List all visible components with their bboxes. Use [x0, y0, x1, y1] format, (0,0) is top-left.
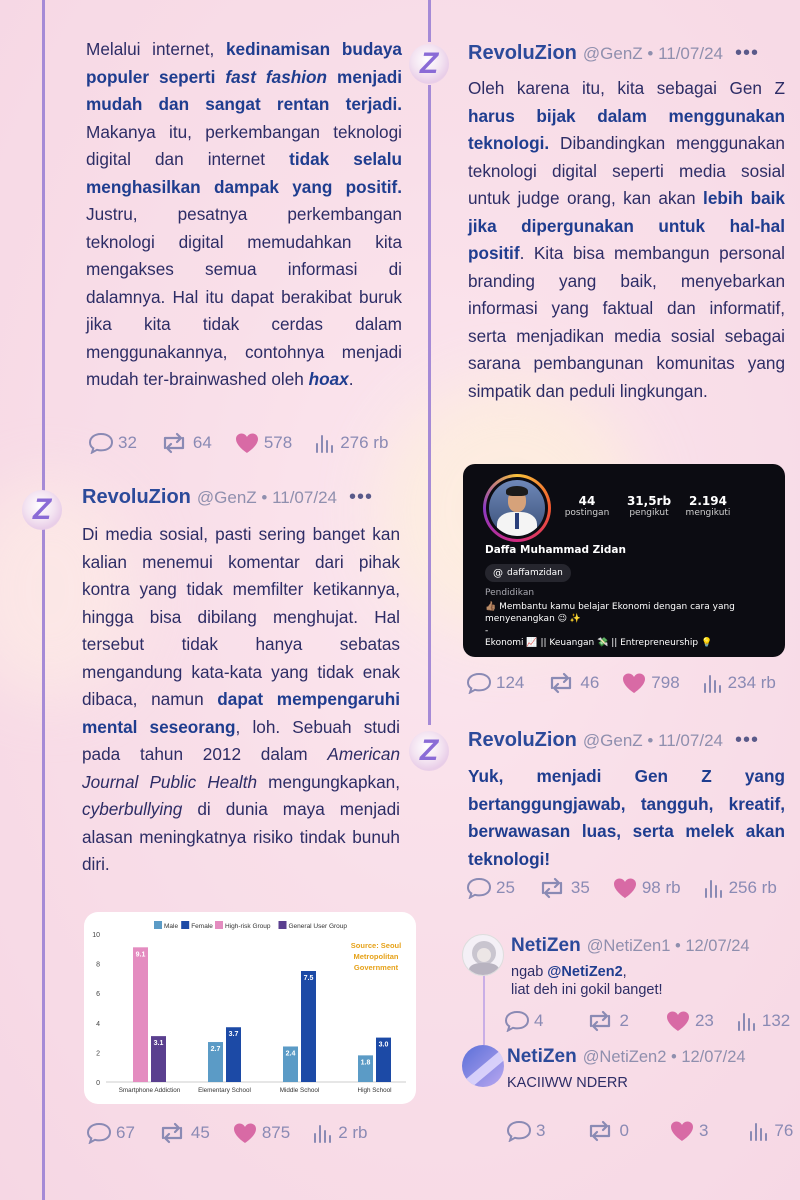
- handle-date: @GenZ • 11/07/24: [582, 730, 723, 750]
- post-1-text: Melalui internet, kedinamisan budaya populer seperti fast fashion menjadi mudah dan sangat rentan terjadi. Makanya itu, perkembangan teknologi digital dan internet tidak selalu menghasilkan dampak yang positif. Justru, pesatnya perkembangan teknologi digital memudahkan kita mengakses semua informasi di dalamnya. Hal itu dapat berakibat buruk jika kita tidak cerdas dalam menggunakannya, contohnya menjadi mudah ter-brainwashed oleh hoax.: [86, 39, 402, 389]
- reply-1-stats: [504, 1010, 800, 1032]
- username[interactable]: RevoluZion: [82, 486, 191, 508]
- comment-icon: [88, 432, 114, 454]
- views-icon: [314, 432, 336, 454]
- thread-line-right-top: [428, 0, 431, 42]
- repost-icon: [537, 877, 567, 899]
- netizen1-avatar[interactable]: [462, 934, 504, 976]
- legend-swatch: [154, 921, 162, 929]
- like-button[interactable]: 98 rb: [612, 877, 681, 899]
- post-1-stats: [88, 432, 410, 454]
- repost-button[interactable]: 46: [546, 672, 599, 694]
- repost-icon: [157, 1122, 187, 1144]
- reply-button[interactable]: 32: [88, 432, 137, 454]
- repost-icon: [585, 1010, 615, 1032]
- more-options-icon[interactable]: •••: [734, 729, 759, 751]
- views-stat: 76: [748, 1120, 793, 1142]
- bar-value-label: 3.1: [153, 1040, 164, 1048]
- post-1: [86, 36, 402, 394]
- thread-line-left: [42, 0, 45, 1200]
- heart-icon: [621, 672, 647, 694]
- y-tick-label: 4: [96, 1020, 100, 1028]
- post-2: [82, 486, 412, 509]
- bar-value-label: 7.5: [303, 975, 314, 982]
- legend-swatch: [181, 921, 189, 929]
- revoluzion-avatar[interactable]: Z: [409, 44, 449, 84]
- views-icon: [702, 672, 724, 694]
- y-tick-label: 6: [96, 991, 100, 999]
- profile-bio: 👍🏽 Membantu kamu belajar Ekonomi dengan cara yang menyenangkan 😉 ✨ - Ekonomi 📈 || Keuangan 💸 || Entrepreneurship 💡: [485, 602, 735, 648]
- following-count[interactable]: 2.194 mengikuti: [685, 494, 731, 518]
- reply-1-text: ngab @NetiZen2, liat deh ini gokil banget!: [511, 964, 663, 998]
- username[interactable]: NetiZen: [511, 935, 581, 956]
- repost-icon: [159, 432, 189, 454]
- repost-button[interactable]: 35: [537, 877, 590, 899]
- username[interactable]: RevoluZion: [468, 42, 577, 64]
- views-stat: 234 rb: [702, 672, 776, 694]
- bar-value-label: 3.0: [378, 1041, 389, 1049]
- profile-category: Pendidikan: [485, 588, 535, 598]
- repost-button[interactable]: 64: [159, 432, 212, 454]
- more-options-icon[interactable]: •••: [348, 486, 373, 508]
- profile-avatar-ring: [483, 474, 551, 542]
- post-4-body: [468, 763, 785, 873]
- reply-button[interactable]: 67: [86, 1122, 135, 1144]
- comment-icon: [506, 1120, 532, 1142]
- reply-button[interactable]: 25: [466, 877, 515, 899]
- comment-icon: [466, 877, 492, 899]
- reply-button[interactable]: 4: [504, 1010, 543, 1032]
- repost-button[interactable]: 0: [585, 1120, 628, 1142]
- views-stat: 276 rb: [314, 432, 388, 454]
- heart-icon: [665, 1010, 691, 1032]
- y-tick-label: 10: [92, 932, 100, 939]
- reply-2-stats: [506, 1120, 800, 1142]
- heart-icon: [612, 877, 638, 899]
- reply-1-header: [511, 935, 796, 957]
- like-button[interactable]: 875: [232, 1122, 290, 1144]
- username[interactable]: RevoluZion: [468, 729, 577, 751]
- post-2-header: [82, 486, 412, 509]
- like-button[interactable]: 23: [665, 1010, 714, 1032]
- post-3: [468, 42, 798, 65]
- post-2-body: [82, 521, 400, 879]
- views-icon: [312, 1122, 334, 1144]
- comment-icon: [504, 1010, 530, 1032]
- followers-count[interactable]: 31,5rb pengikut: [626, 494, 672, 518]
- reply-2-header: [507, 1046, 797, 1068]
- chart-bar: [301, 971, 316, 1082]
- bar-chart: [84, 912, 416, 1104]
- repost-button[interactable]: 2: [585, 1010, 628, 1032]
- post-3-text: Oleh karena itu, kita sebagai Gen Z harus bijak dalam menggunakan teknologi. Dibandingkan menggunakan teknologi digital seperti media sosial untuk judge orang, kan akan lebih baik jika dipergunakan untuk hal-hal positif. Kita bisa membangun personal branding yang baik, menyebarkan informasi yang faktual dan informatif, serta menjadikan media sosial sebagai sarana pembangunan komunitas yang simpatik dan peduli lingkungan.: [468, 78, 785, 401]
- views-icon: [703, 877, 725, 899]
- x-tick-label: Elementary School: [198, 1087, 251, 1094]
- post-4-header: [468, 729, 798, 752]
- bar-value-label: 2.7: [210, 1046, 221, 1054]
- legend-label: High-risk Group: [225, 923, 271, 930]
- views-stat: 2 rb: [312, 1122, 367, 1144]
- handle-date: @NetiZen1 • 12/07/24: [586, 936, 750, 955]
- username[interactable]: NetiZen: [507, 1046, 577, 1067]
- bar-value-label: 2.4: [285, 1050, 296, 1058]
- bar-value-label: 3.7: [228, 1031, 239, 1039]
- x-tick-label: Smartphone Addiction: [118, 1087, 181, 1094]
- more-options-icon[interactable]: •••: [734, 42, 759, 64]
- y-tick-label: 2: [96, 1050, 100, 1058]
- heart-icon: [669, 1120, 695, 1142]
- legend-label: General User Group: [288, 923, 348, 930]
- thread-line-right-mid: [428, 85, 431, 725]
- y-tick-label: 0: [96, 1080, 100, 1087]
- comment-icon: [86, 1122, 112, 1144]
- mention-link[interactable]: @NetiZen2: [547, 964, 623, 980]
- handle-date: @GenZ • 11/07/24: [196, 487, 337, 507]
- threads-icon: @: [493, 567, 503, 579]
- netizen2-avatar[interactable]: [462, 1045, 504, 1087]
- chart-annotation: Government: [353, 963, 399, 972]
- post-3-body: [468, 75, 785, 405]
- legend-label: Male: [164, 923, 179, 930]
- x-tick-label: High School: [357, 1087, 392, 1094]
- views-icon: [736, 1010, 758, 1032]
- repost-icon: [585, 1120, 615, 1142]
- repost-button[interactable]: 45: [157, 1122, 210, 1144]
- reply-1: [511, 935, 796, 999]
- chart-annotation: Source: Seoul: [350, 941, 402, 950]
- profile-name: Daffa Muhammad Zidan: [485, 544, 626, 556]
- post-4-stats: [466, 877, 799, 899]
- comment-icon: [466, 672, 492, 694]
- reply-2: [507, 1046, 797, 1091]
- chart-bar: [133, 947, 148, 1082]
- heart-icon: [232, 1122, 258, 1144]
- x-tick-label: Middle School: [279, 1087, 320, 1094]
- handle-date: @GenZ • 11/07/24: [582, 43, 723, 63]
- y-tick-label: 8: [96, 961, 100, 969]
- reply-2-text: KACIIWW NDERR: [507, 1075, 628, 1091]
- views-icon: [748, 1120, 770, 1142]
- threads-badge[interactable]: @ daffamzidan: [485, 564, 571, 582]
- like-button[interactable]: 3: [669, 1120, 708, 1142]
- reply-thread-line: [483, 975, 485, 1045]
- legend-swatch: [215, 921, 223, 929]
- revoluzion-avatar[interactable]: Z: [22, 490, 62, 530]
- like-button[interactable]: 798: [621, 672, 679, 694]
- chart-card: [84, 912, 416, 1104]
- bar-value-label: 1.8: [360, 1059, 371, 1067]
- views-stat: 132: [736, 1010, 790, 1032]
- bar-value-label: 9.1: [135, 951, 146, 959]
- legend-label: Female: [191, 923, 213, 930]
- post-2-stats: [86, 1122, 390, 1144]
- post-3-stats: [466, 672, 798, 694]
- legend-swatch: [279, 921, 287, 929]
- profile-avatar[interactable]: [489, 480, 545, 536]
- reply-button[interactable]: 124: [466, 672, 524, 694]
- revoluzion-avatar[interactable]: Z: [409, 731, 449, 771]
- post-4-text: Yuk, menjadi Gen Z yang bertanggungjawab, tangguh, kreatif, berwawasan luas, serta melek akan teknologi!: [468, 766, 785, 869]
- posts-count[interactable]: 44 postingan: [564, 494, 610, 518]
- repost-icon: [546, 672, 576, 694]
- reply-button[interactable]: 3: [506, 1120, 545, 1142]
- like-button[interactable]: 578: [234, 432, 292, 454]
- views-stat: 256 rb: [703, 877, 777, 899]
- profile-screenshot: [463, 464, 785, 657]
- heart-icon: [234, 432, 260, 454]
- post-3-header: [468, 42, 798, 65]
- post-4: [468, 729, 798, 752]
- chart-annotation: Metropolitan: [353, 952, 399, 961]
- post-2-text: Di media sosial, pasti sering banget kan kalian menemui komentar dari pihak kontra yang tidak memfilter ketikannya, hingga bisa dibilang menghujat. Hal tersebut tidak hanya sebatas mengandung kata-kata yang tidak enak dibaca, namun dapat mempengaruhi mental seseorang, loh. Sebuah studi pada tahun 2012 dalam American Journal Public Health mengungkapkan, cyberbullying di dunia maya menjadi alasan meningkatnya risiko tindak bunuh diri.: [82, 524, 400, 874]
- handle-date: @NetiZen2 • 12/07/24: [582, 1047, 746, 1066]
